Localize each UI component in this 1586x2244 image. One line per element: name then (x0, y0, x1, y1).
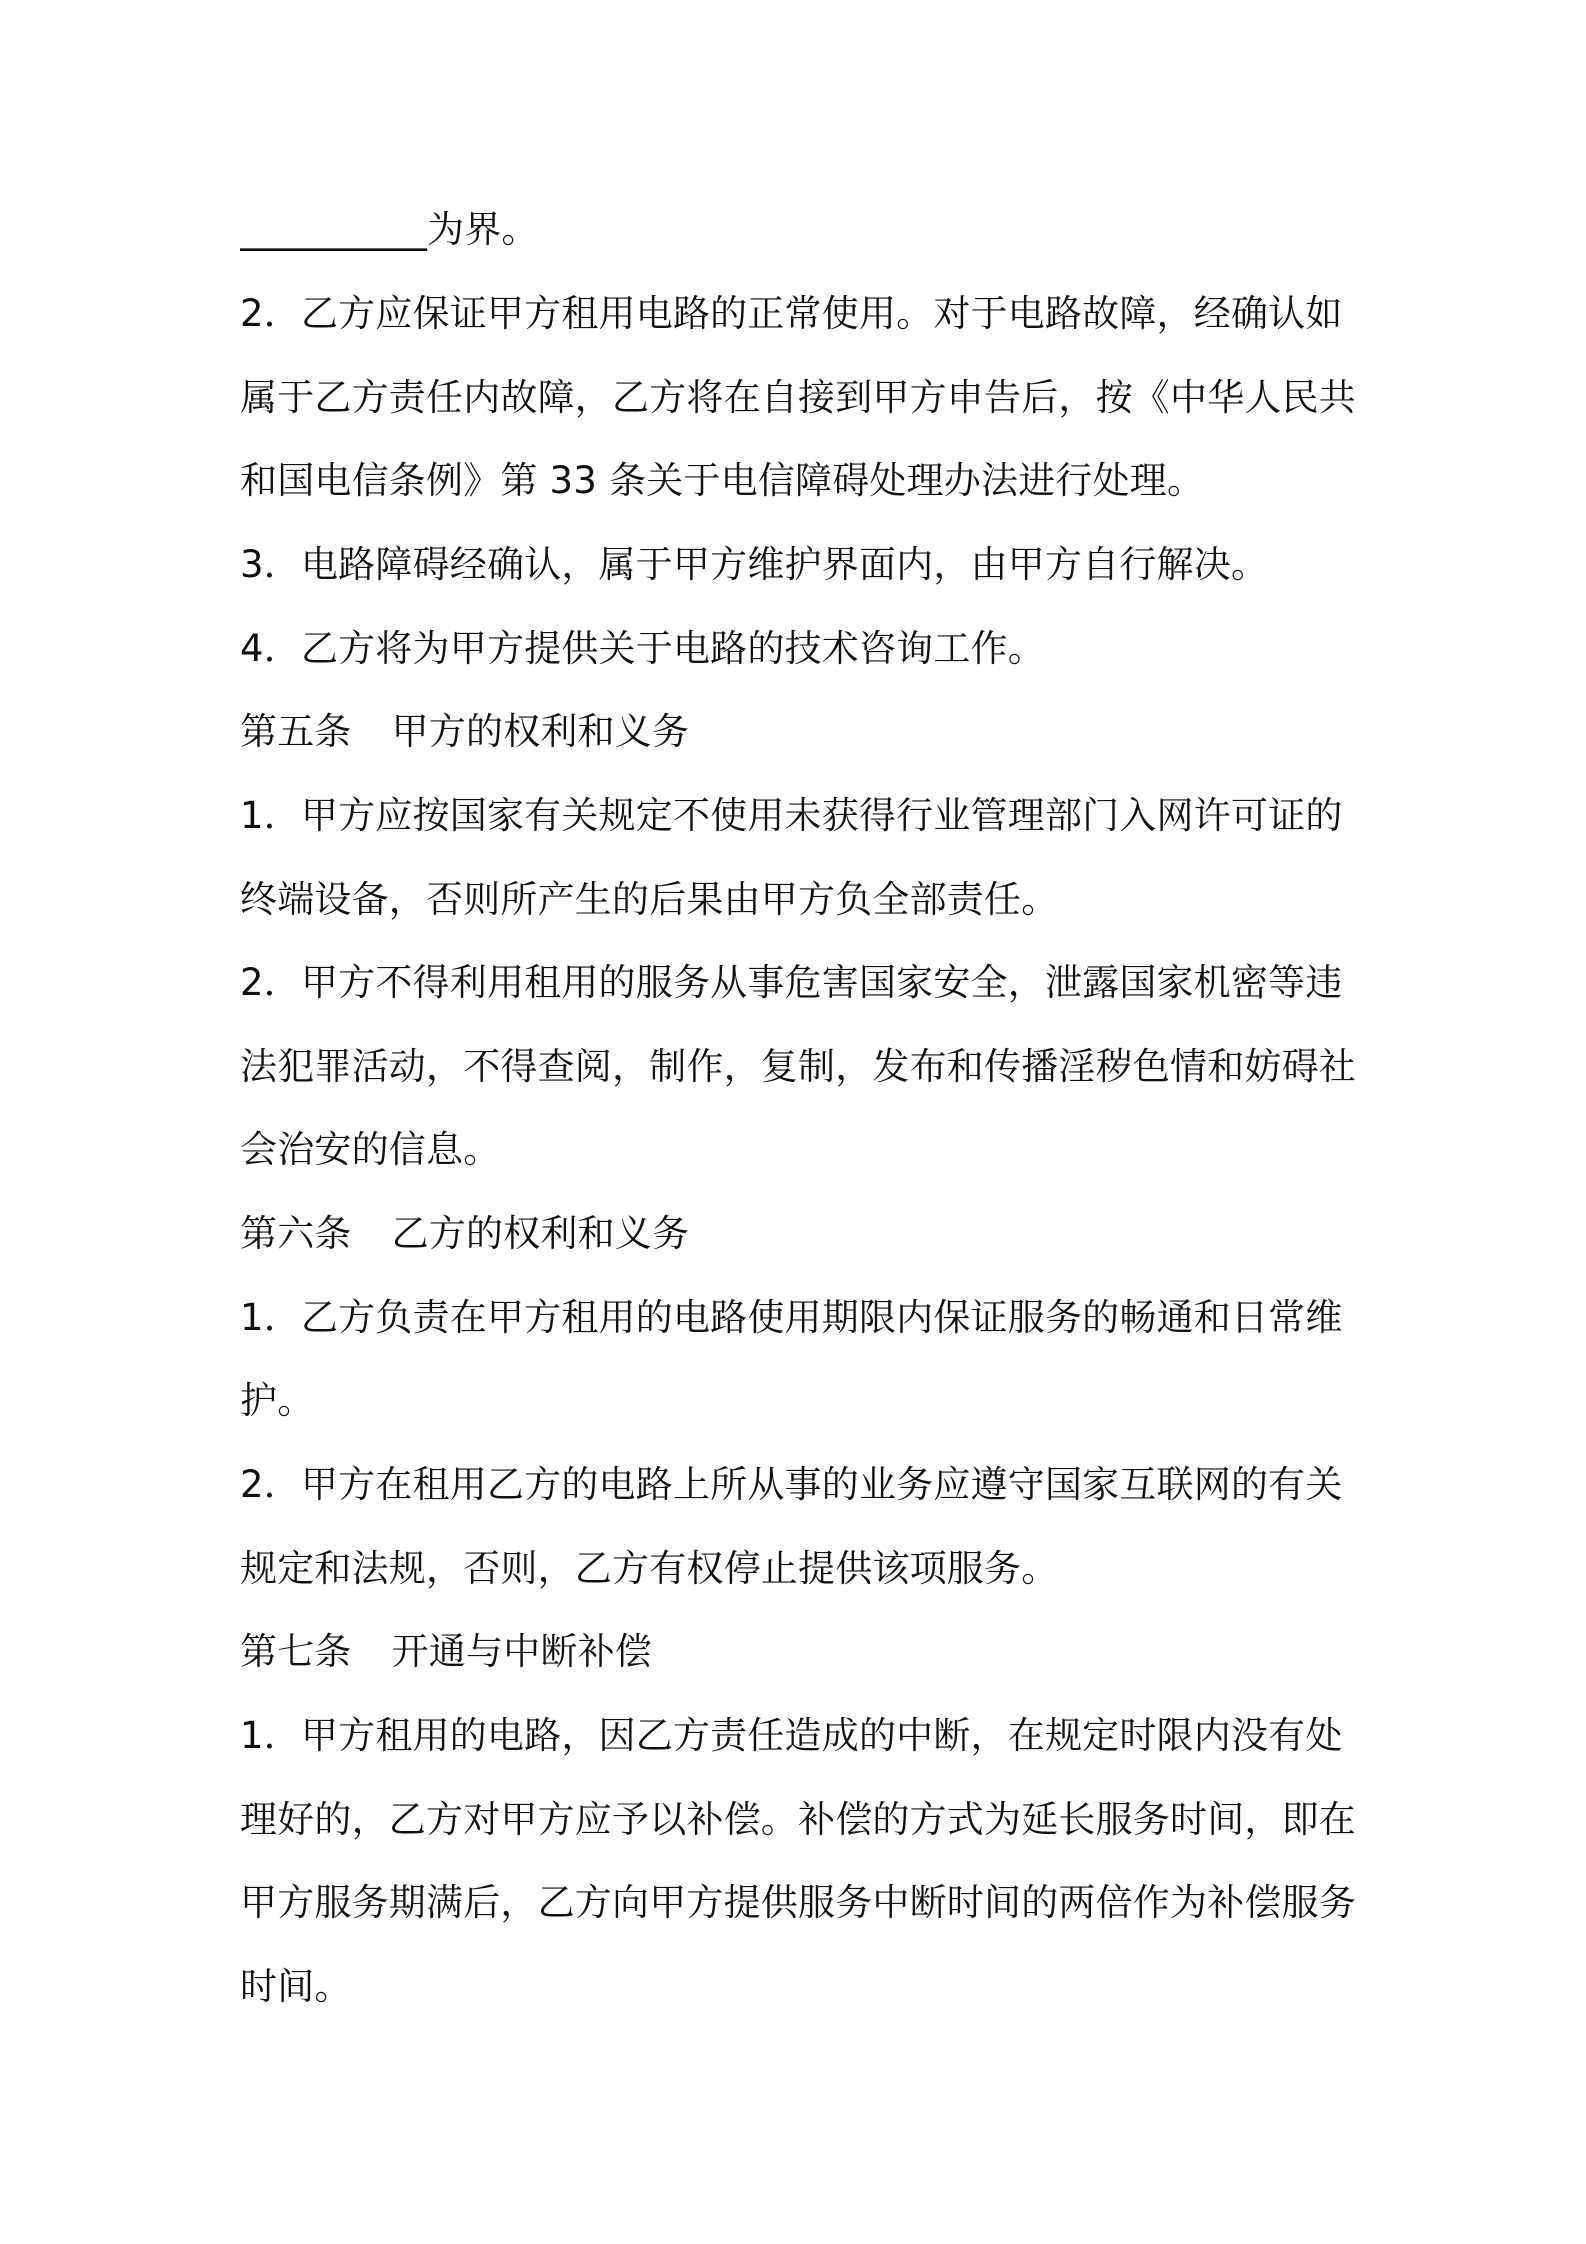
paragraph-line: 1．甲方应按国家有关规定不使用未获得行业管理部门入网许可证的 (240, 794, 1343, 837)
paragraph-line: 终端设备，否则所产生的后果由甲方负全部责任。 (240, 878, 1059, 921)
paragraph-line: 理好的，乙方对甲方应予以补偿。补偿的方式为延长服务时间，即在 (240, 1798, 1356, 1841)
article-number: 第七条 (240, 1630, 352, 1673)
article-number: 第六条 (240, 1212, 352, 1255)
article-heading-7 (240, 1630, 1370, 1674)
paragraph-line: 规定和法规，否则，乙方有权停止提供该项服务。 (240, 1547, 1059, 1590)
paragraph-line: 1．乙方负责在甲方租用的电路使用期限内保证服务的畅通和日常维 (240, 1296, 1343, 1339)
paragraph-line: 1．甲方租用的电路，因乙方责任造成的中断，在规定时限内没有处 (240, 1714, 1343, 1757)
paragraph-line: __________为界。 (240, 208, 539, 251)
paragraph-line: 时间。 (240, 1965, 352, 2008)
paragraph-line: 2．甲方不得利用租用的服务从事危害国家安全，泄露国家机密等违 (240, 961, 1343, 1004)
paragraph-line: 4．乙方将为甲方提供关于电路的技术咨询工作。 (240, 627, 1045, 670)
paragraph-line: 法犯罪活动，不得查阅，制作，复制，发布和传播淫秽色情和妨碍社 (240, 1045, 1356, 1088)
article-title: 甲方的权利和义务 (391, 710, 690, 753)
article-title: 开通与中断补偿 (391, 1630, 653, 1673)
paragraph-line: 属于乙方责任内故障，乙方将在自接到甲方申告后，按《中华人民共 (240, 376, 1356, 419)
paragraph-line: 甲方服务期满后，乙方向甲方提供服务中断时间的两倍作为补偿服务 (240, 1881, 1356, 1924)
article-number: 第五条 (240, 710, 352, 753)
paragraph-line: 2．乙方应保证甲方租用电路的正常使用。对于电路故障，经确认如 (240, 292, 1343, 335)
paragraph-line: 和国电信条例》第 33 条关于电信障碍处理办法进行处理。 (240, 459, 1205, 502)
paragraph-line: 2．甲方在租用乙方的电路上所从事的业务应遵守国家互联网的有关 (240, 1463, 1343, 1506)
article-title: 乙方的权利和义务 (391, 1212, 690, 1255)
paragraph-line: 护。 (240, 1379, 315, 1422)
article-heading-6 (240, 1212, 1370, 1256)
paragraph-line: 3．电路障碍经确认，属于甲方维护界面内，由甲方自行解决。 (240, 543, 1269, 586)
paragraph-line: 会治安的信息。 (240, 1128, 501, 1171)
article-heading-5 (240, 710, 1370, 754)
